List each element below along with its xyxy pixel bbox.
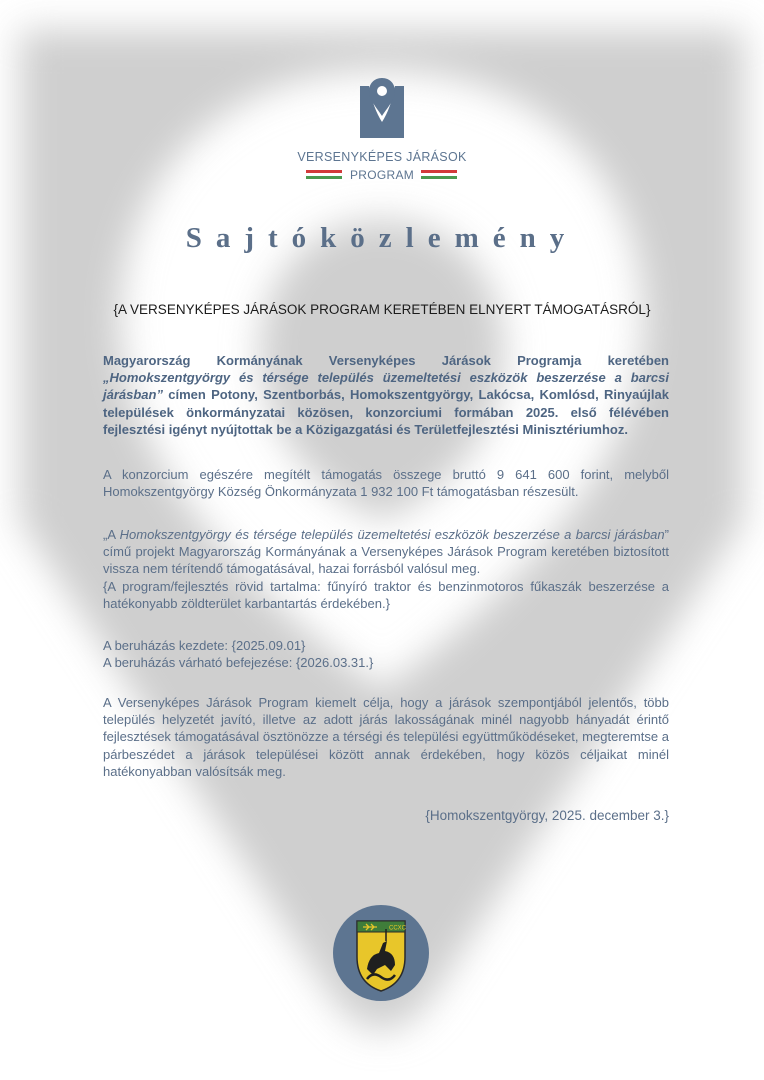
place-and-date: {Homokszentgyörgy, 2025. december 3.}: [425, 808, 669, 823]
project-summary: {A program/fejlesztés rövid tartalma: fűnyíró traktor és benzinmotoros fűkaszák beszerzése a hatékonyabb zöldterület karbantartás érdekében.}: [103, 578, 669, 611]
coat-of-arms-icon: [333, 905, 429, 1001]
logo-text-line1: VERSENYKÉPES JÁRÁSOK: [297, 150, 467, 164]
project-open-quote: „A: [103, 527, 120, 542]
project-paragraph: [103, 526, 669, 612]
coat-of-arms-text: CCXC: [389, 925, 407, 932]
program-logo-icon: [357, 78, 407, 140]
logo-text-line2: PROGRAM: [349, 168, 415, 182]
intro-text-2: címen Potony, Szentborbás, Homokszentgyörgy, Lakócsa, Komlósd, Rinyaújlak települések önkormányzatai közösen, konzorciumi formában 2025. első félévében fejlesztési igényt nyújtottak be a Közigazgatási és Területfejlesztési Minisztériumhoz.: [103, 387, 669, 437]
page-title: Sajtóközlemény: [185, 222, 579, 254]
project-text: ” című projekt Magyarország Kormányának a Versenyképes Járások Program keretében biztosított vissza nem térítendő támogatásával, hazai forrásból valósul meg.: [103, 527, 669, 577]
project-title-italic: Homokszentgyörgy és térsége település üzemeltetési eszközök beszerzése a barcsi járásban: [119, 527, 665, 542]
start-date: A beruházás kezdete: {2025.09.01}: [103, 638, 306, 653]
flag-right-icon: [421, 170, 457, 179]
page-subtitle: {A VERSENYKÉPES JÁRÁSOK PROGRAM KERETÉBEN ELNYERT TÁMOGATÁSRÓL}: [113, 302, 651, 317]
dates-block: [103, 637, 669, 671]
funding-paragraph: A konzorcium egészére megítélt támogatás összege bruttó 9 641 600 forint, melyből Homokszentgyörgy Község Önkormányzata 1 932 100 Ft támogatásban részesült.: [103, 467, 669, 500]
goal-paragraph: A Versenyképes Járások Program kiemelt célja, hogy a járások szempontjából jelentős, több település helyzetét javító, illetve az adott járás lakosságának minél nagyobb hányadát érintő fejlesztések támogatásával ösztönözze a térségi és települési együttműködéseket, megteremtse a párbeszédet a járások települései között annak érdekében, hogy közös céljaikat minél hatékonyabban valósítsák meg.: [103, 695, 669, 779]
intro-project-title: „Homokszentgyörgy és térsége település üzemeltetési eszközök beszerzése a barcsi járásban”: [103, 370, 669, 403]
intro-paragraph: [103, 352, 669, 438]
end-date: A beruházás várható befejezése: {2026.03.31.}: [103, 655, 374, 671]
intro-text-1: Magyarország Kormányának Versenyképes Járások Programja keretében: [103, 353, 669, 368]
